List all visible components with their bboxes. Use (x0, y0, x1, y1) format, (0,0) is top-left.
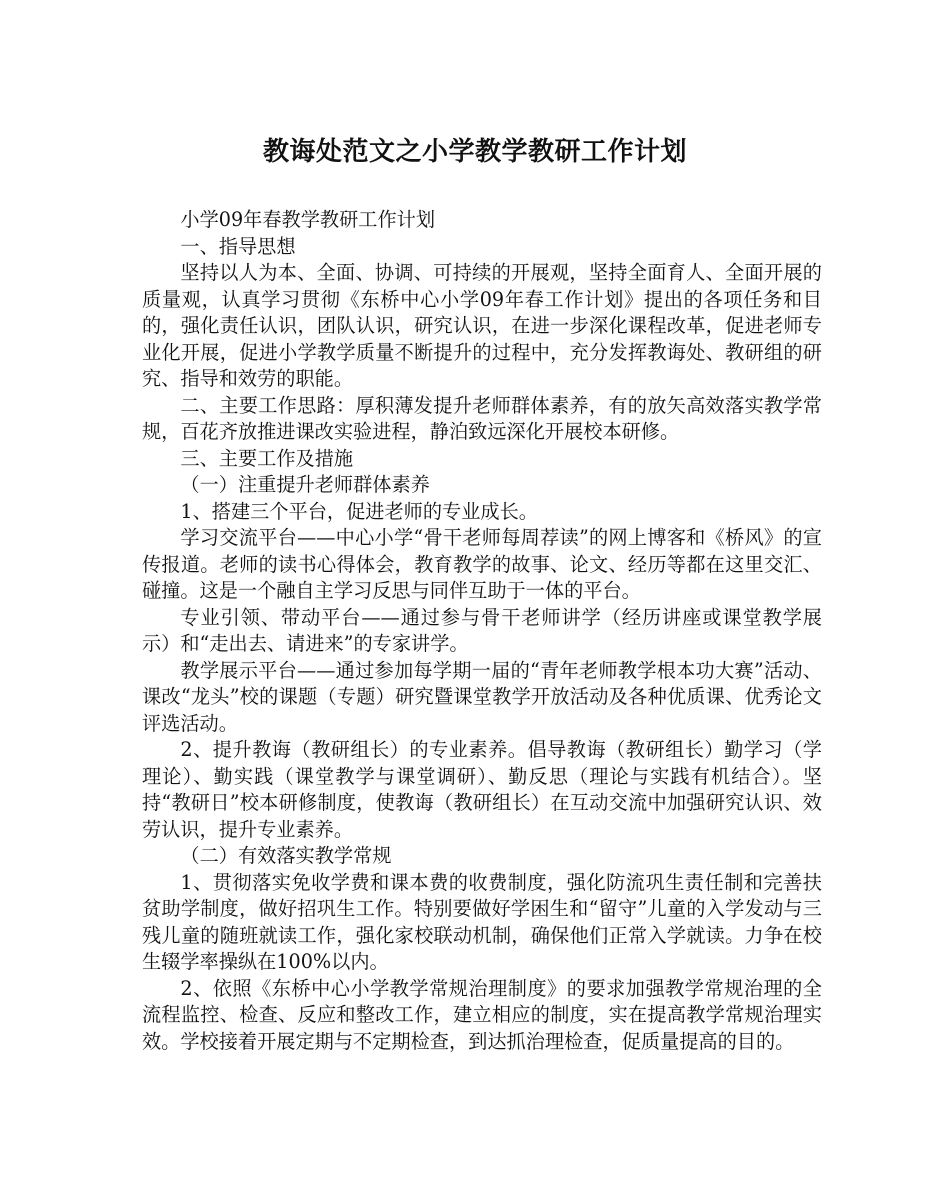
document-body (142, 207, 822, 1055)
item-teaching-leader-quality: 2、提升教诲（教研组长）的专业素养。倡导教诲（教研组长）勤学习（学理论）、勤实践（课堂教学与课堂调研）、勤反思（理论与实践有机结合）。坚持“教研日”校本研修制度，使教诲（教研组长）在互动交流中加强研究认识、效劳认识，提升专业素养。 (142, 738, 822, 841)
subsection-heading-teaching-routine: （二）有效落实教学常规 (180, 844, 392, 867)
paragraph-main-work-ideas: 二、主要工作思路：厚积薄发提升老师群体素养，有的放矢高效落实教学常规，百花齐放推进课改实验进程，静泊致远深化开展校本研修。 (142, 393, 822, 443)
paragraph-learning-platform: 学习交流平台——中心小学“骨干老师每周荐读”的网上博客和《桥风》的宣传报道。老师的读书心得体会，教育教学的故事、论文、经历等都在这里交汇、碰撞。这是一个融自主学习反思与同伴互助于一体的平台。 (142, 526, 822, 602)
paragraph-guidance-platform: 专业引领、带动平台——通过参与骨干老师讲学（经历讲座或课堂教学展示）和“走出去、请进来”的专家讲学。 (142, 605, 822, 655)
paragraph-guiding-ideology: 坚持以人为本、全面、协调、可持续的开展观，坚持全面育人、全面开展的质量观，认真学习贯彻《东桥中心小学09年春工作计划》提出的各项任务和目的，强化责任认识，团队认识，研究认识，在进一步深化课程改革，促进老师专业化开展，促进小学教学质量不断提升的过程中，充分发挥教诲处、教研组的研究、指导和效劳的职能。 (142, 261, 822, 390)
item-routine-management: 2、依照《东桥中心小学教学常规治理制度》的要求加强教学常规治理的全流程监控、检查、反应和整改工作，建立相应的制度，实在提高教学常规治理实效。学校接着开展定期与不定期检查，到达抓治理检查，促质量提高的目的。 (142, 976, 822, 1053)
section-heading-work-measures: 三、主要工作及措施 (180, 446, 354, 470)
section-heading-guiding-ideology: 一、指导思想 (180, 234, 296, 258)
document-title: 教诲处范文之小学教学教研工作计划 (262, 137, 687, 167)
item-three-platforms: 1、搭建三个平台，促进老师的专业成长。 (180, 499, 538, 523)
item-fee-policy: 1、贯彻落实免收学费和课本费的收费制度，强化防流巩生责任制和完善扶贫助学制度，做好招巩生工作。特别要做好学困生和“留守”儿童的入学发动与三残儿童的随班就读工作，强化家校联动机制，确保他们正常入学就读。力争在校生辍学率操纵在100%以内。 (142, 870, 822, 973)
plan-heading: 小学09年春教学教研工作计划 (180, 208, 436, 231)
subsection-heading-teacher-quality: （一）注重提升老师群体素养 (180, 473, 430, 496)
paragraph-teaching-showcase-platform: 教学展示平台——通过参加每学期一届的“青年老师教学根本功大赛”活动、课改“龙头”校的课题（专题）研究暨课堂教学开放活动及各种优质课、优秀论文评选活动。 (142, 658, 822, 735)
